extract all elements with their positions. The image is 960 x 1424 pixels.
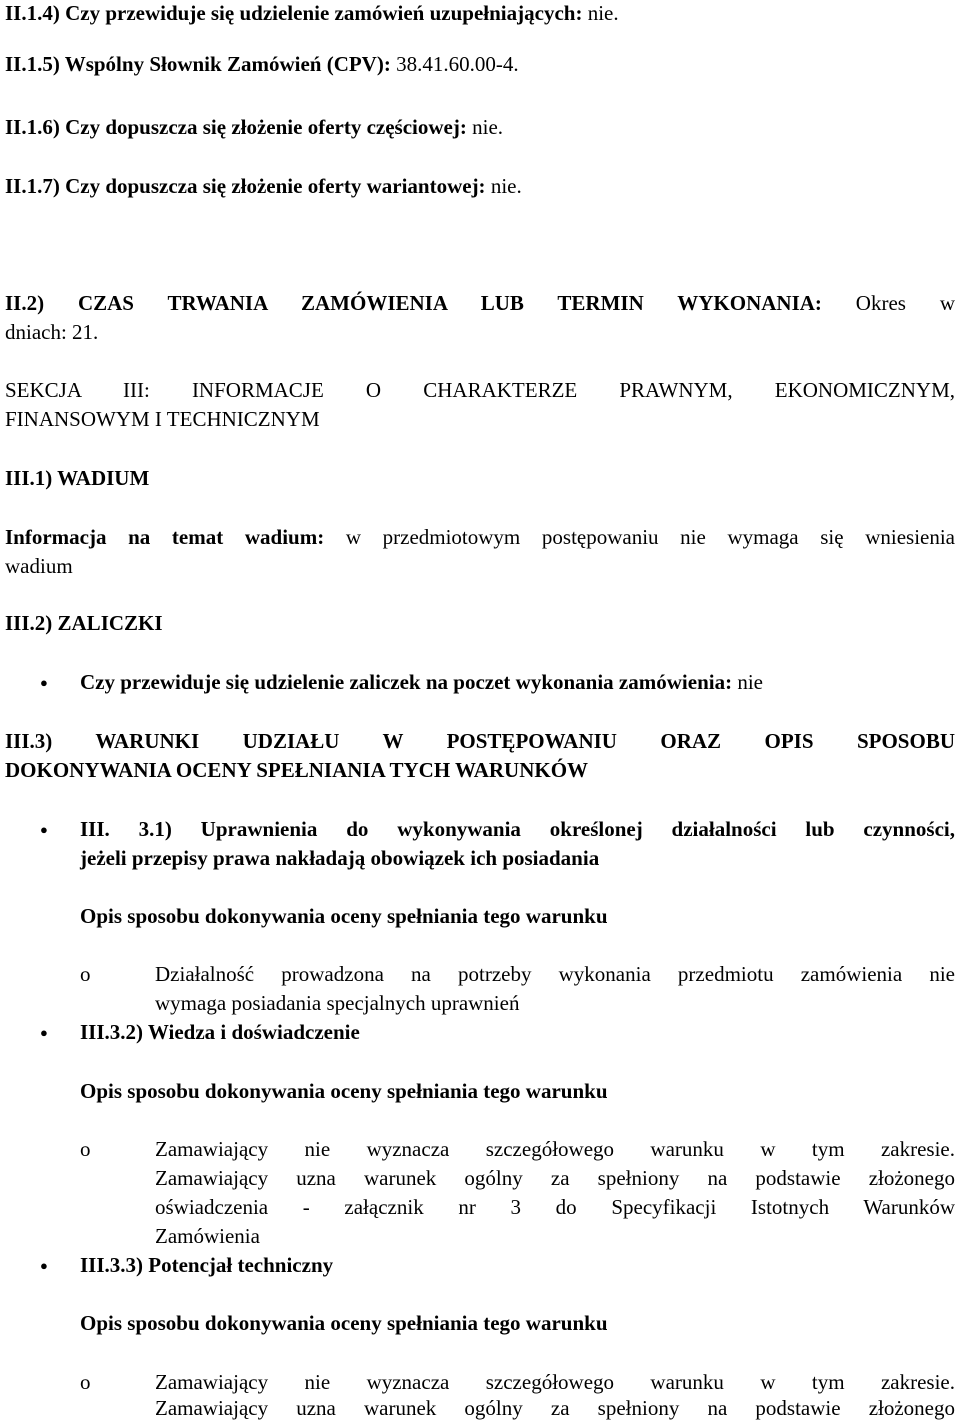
section-iii-title [5,376,955,405]
label: II.1.4) Czy przewiduje się udzielenie zamówień uzupełniających: [5,1,583,25]
text: Zamówienia [155,1224,260,1248]
label: II.1.6) Czy dopuszcza się złożenie oferty częściowej: [5,115,467,139]
assessment-heading [80,902,955,931]
line-ii-1-5 [5,50,955,79]
text: III.3.3) Potencjał techniczny [80,1253,334,1277]
condition-text [155,1368,955,1397]
wadium-info [5,523,955,552]
condition-text-cont [155,1222,955,1251]
value: 38.41.60.00-4. [390,52,519,76]
heading-iii-2 [5,609,955,638]
assessment-heading [80,1309,955,1338]
line-ii-2-cont [5,318,955,347]
text: III. 3.1) Uprawnienia do wykonywania określonej działalności lub czynności, [80,817,955,841]
heading-iii-3-cont [5,756,955,785]
condition-text-cont [155,1394,955,1423]
wadium-info-cont [5,552,955,581]
condition-text [155,1135,955,1164]
value: Okres w [821,291,955,315]
text: FINANSOWYM I TECHNICZNYM [5,407,320,431]
text: wymaga posiadania specjalnych uprawnień [155,991,520,1015]
text: Zamawiający nie wyznacza szczegółowego warunku w tym zakresie. [155,1137,955,1161]
circle-marker: o [80,1137,91,1161]
condition-text-cont [155,989,955,1018]
zaliczki-question [80,668,955,697]
value: nie [732,670,763,694]
text: Opis sposobu dokonywania oceny spełniania tego warunku [80,1311,608,1335]
text: Opis sposobu dokonywania oceny spełniania tego warunku [80,1079,608,1103]
section-iii-title-cont [5,405,955,434]
text: Zamawiający nie wyznacza szczegółowego warunku w tym zakresie. [155,1370,955,1394]
text: Zamawiający uzna warunek ogólny za spełniony na podstawie złożonego [155,1396,955,1420]
value: w przedmiotowym postępowaniu nie wymaga się wniesienia [324,525,956,549]
text: Opis sposobu dokonywania oceny spełniania tego warunku [80,904,608,928]
heading-iii-3-2 [80,1018,955,1047]
heading-iii-3-1-cont [80,844,955,873]
text: III.2) ZALICZKI [5,611,163,635]
condition-text-cont [155,1193,955,1222]
value: nie. [582,1,619,25]
text: III.3) WARUNKI UDZIAŁU W POSTĘPOWANIU ORAZ OPIS SPOSOBU [5,729,955,753]
text: Zamawiający uzna warunek ogólny za spełniony na podstawie złożonego [155,1166,955,1190]
label: II.2) CZAS TRWANIA ZAMÓWIENIA LUB TERMIN WYKONANIA: [5,291,822,315]
label: II.1.7) Czy dopuszcza się złożenie oferty wariantowej: [5,174,486,198]
text: DOKONYWANIA OCENY SPEŁNIANIA TYCH WARUNKÓW [5,758,589,782]
heading-iii-3 [5,727,955,756]
bullet-marker: ● [40,822,48,837]
line-ii-1-7 [5,172,955,201]
text: jeżeli przepisy prawa nakładają obowiązek ich posiadania [80,846,600,870]
value: dniach: 21. [5,320,99,344]
text: SEKCJA III: INFORMACJE O CHARAKTERZE PRAWNYM, EKONOMICZNYM, [5,378,955,402]
heading-iii-3-3 [80,1251,955,1280]
condition-text-cont [155,1164,955,1193]
line-ii-1-4 [5,0,955,28]
bullet-marker: ● [40,675,48,690]
value: nie. [466,115,504,139]
bullet-marker: ● [40,1025,48,1040]
text: Działalność prowadzona na potrzeby wykonania przedmiotu zamówienia nie [155,962,955,986]
text: III.1) WADIUM [5,466,150,490]
label: II.1.5) Wspólny Słownik Zamówień (CPV): [5,52,391,76]
text: wadium [5,554,73,578]
heading-iii-1 [5,464,955,493]
line-ii-1-6 [5,113,955,142]
circle-marker: o [80,962,91,986]
label: Informacja na temat wadium: [5,525,325,549]
label: Czy przewiduje się udzielenie zaliczek na poczet wykonania zamówienia: [80,670,733,694]
text: oświadczenia - załącznik nr 3 do Specyfikacji Istotnych Warunków [155,1195,955,1219]
circle-marker: o [80,1370,91,1394]
heading-iii-3-1 [80,815,955,844]
line-ii-2 [5,289,955,318]
condition-text [155,960,955,989]
bullet-marker: ● [40,1258,48,1273]
value: nie. [485,174,522,198]
assessment-heading [80,1077,955,1106]
text: III.3.2) Wiedza i doświadczenie [80,1020,360,1044]
